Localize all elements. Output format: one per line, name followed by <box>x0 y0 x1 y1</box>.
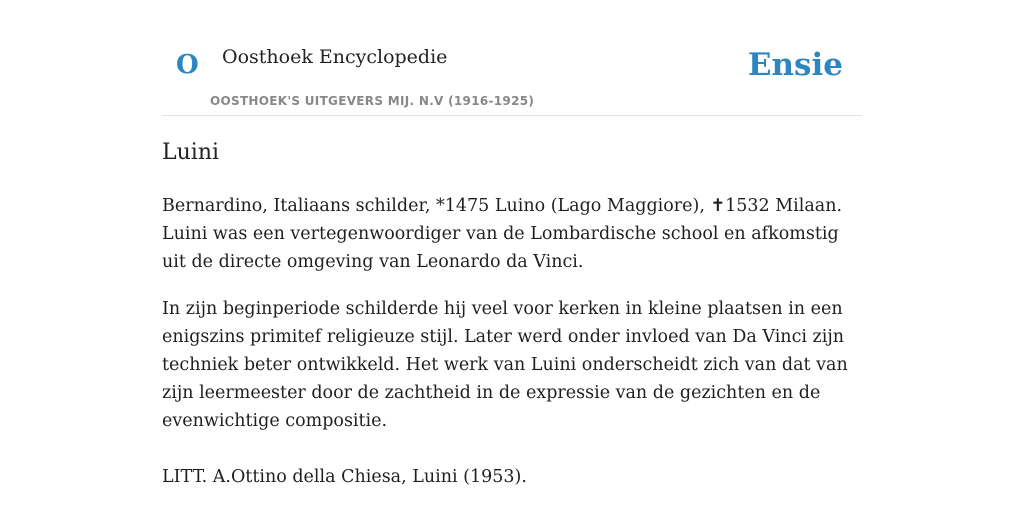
entry-title: Luini <box>162 140 220 165</box>
site-title-link[interactable]: Oosthoek Encyclopedie <box>222 46 448 68</box>
page-container <box>162 0 862 487</box>
article-paragraph-1: Bernardino, Italiaans schilder, *1475 Luino (Lago Maggiore), ✝1532 Milaan. Luini was een vertegenwoordiger van de Lombardische school en afkomstig uit de directe omgeving van Leonardo da Vinci. <box>162 196 843 272</box>
publisher-subtitle: OOSTHOEK'S UITGEVERS MIJ. N.V (1916-1925) <box>210 94 535 108</box>
ensie-brand-link[interactable]: Ensie <box>747 47 843 83</box>
literature-reference: LITT. A.Ottino della Chiesa, Luini (1953). <box>162 467 527 487</box>
site-header <box>162 0 862 116</box>
article-paragraph-2: In zijn beginperiode schilderde hij veel voor kerken in kleine plaatsen in een enigszins primitef religieuze stijl. Later werd onder invloed van Da Vinci zijn techniek beter ontwikkeld. Het werk van Luini onderscheidt zich van dat van zijn leermeester door de zachtheid in de expressie van de gezichten en de evenwichtige compositie. <box>162 299 848 431</box>
site-logo-icon[interactable]: O <box>176 50 199 80</box>
